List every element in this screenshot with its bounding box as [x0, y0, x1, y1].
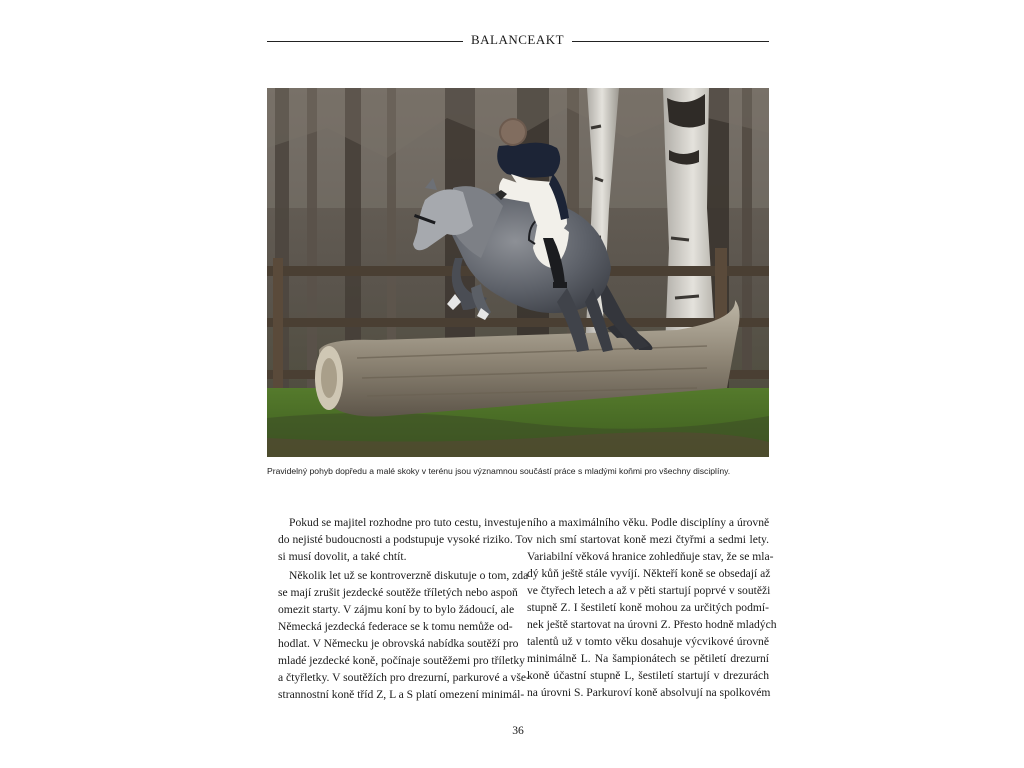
- text-line: mladé jezdecké koně, počínaje soutěžemi pro tříletky: [278, 654, 525, 667]
- text-line: na úrovni S. Parkuroví koně absolvují na spolkovém: [527, 686, 771, 699]
- text-line: strannostní koně tříd Z, L a S platí omezení minimál-: [278, 688, 525, 701]
- paragraph: [267, 567, 530, 703]
- text-line: se mají zrušit jezdecké soutěže tříletých nebo aspoň: [278, 586, 518, 599]
- text-line: ve čtyřech letech a až v pěti startují poprvé v soutěži: [527, 584, 771, 597]
- header-rule-left: [267, 41, 463, 42]
- horse-jump-photo: [267, 88, 769, 457]
- text-line: Pokud se majitel rozhodne pro tuto cestu, investuje: [289, 516, 526, 529]
- chapter-title: BALANCEAKT: [470, 32, 565, 47]
- text-line: Několik let už se kontroverzně diskutuje o tom, zda: [289, 569, 529, 582]
- text-line: si musí dovolit, a také chtít.: [278, 550, 407, 563]
- body-column-left: [267, 514, 530, 705]
- body-column-right: [527, 514, 777, 701]
- text-line: minimálně L. Na šampionátech se pětiletí drezurní: [527, 652, 769, 665]
- header-rule-right: [572, 41, 769, 42]
- paragraph: [267, 514, 528, 565]
- text-line: hodlat. V Německu je obrovská nabídka soutěží pro: [278, 637, 519, 650]
- text-line: do nejisté budoucnosti a podstupuje vysoké riziko. To: [278, 533, 528, 546]
- text-line: stupně Z. I šestiletí koně mohou za určitých podmí-: [527, 601, 769, 614]
- running-header: [267, 32, 769, 50]
- text-line: omezit starty. V zájmu koní by to bylo žádoucí, ale: [278, 603, 515, 616]
- photo-caption: Pravidelný pohyb dopředu a malé skoky v terénu jsou významnou součástí práce s mladými koňmi pro všechny disciplíny.: [267, 466, 731, 476]
- text-line: Variabilní věková hranice zohledňuje stav, že se mla-: [527, 550, 774, 563]
- text-line: a čtyřletky. V soutěžích pro drezurní, parkurové a vše-: [278, 671, 530, 684]
- text-line: nek ještě startovat na úrovni Z. Přesto hodně mladých: [527, 618, 777, 631]
- text-line: koně účastní stupně L, šestiletí startují v drezurách: [527, 669, 769, 682]
- text-line: talentů už v tomto věku dosahuje výcvikové úrovně: [527, 635, 769, 648]
- text-line: v nich smí startovat koně mezi čtyřmi a sedmi lety.: [527, 533, 769, 546]
- text-line: ního a maximálního věku. Podle disciplíny a úrovně: [527, 516, 770, 529]
- text-line: dý kůň ještě stále vyvíjí. Někteří koně se obsedají až: [527, 567, 771, 580]
- page-number: 36: [512, 724, 524, 737]
- text-line: Německá jezdecká federace se k tomu nemůže od-: [278, 620, 513, 633]
